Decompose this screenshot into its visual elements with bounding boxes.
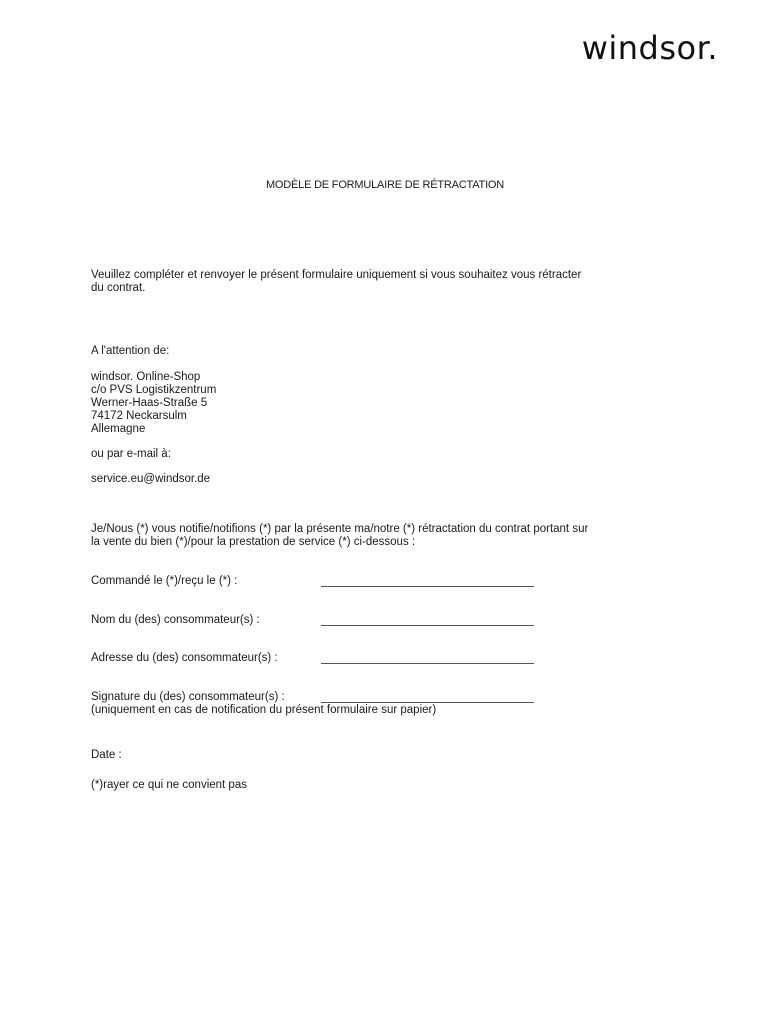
order-date-field [91, 575, 551, 588]
notice-line-1: Je/Nous (*) vous notifie/notifions (*) par la présente ma/notre (*) rétractation du contrat portant sur [91, 523, 589, 535]
signature-blank-line [321, 702, 534, 703]
footnote: (*)rayer ce qui ne convient pas [91, 779, 247, 791]
recipient-address [91, 371, 691, 436]
order-date-blank-line [321, 586, 534, 587]
email-label: ou par e-mail à: [91, 448, 171, 460]
notice-line-2: la vente du bien (*)/pour la prestation de service (*) ci-dessous : [91, 536, 416, 548]
contact-email: service.eu@windsor.de [91, 473, 211, 485]
signature-label: Signature du (des) consommateur(s) : [91, 691, 285, 703]
consumer-address-field [91, 652, 551, 665]
consumer-address-label: Adresse du (des) consommateur(s) : [91, 652, 278, 664]
attention-label: A l'attention de: [91, 345, 170, 357]
address-line: Allemagne [91, 423, 146, 435]
consumer-name-field [91, 614, 551, 627]
intro-line-1: Veuillez compléter et renvoyer le présent formulaire uniquement si vous souhaitez vous rétracter [91, 269, 582, 281]
signature-note: (uniquement en cas de notification du présent formulaire sur papier) [91, 704, 437, 716]
consumer-name-blank-line [321, 625, 534, 626]
address-line: windsor. Online-Shop [91, 371, 201, 383]
date-label: Date : [91, 749, 122, 761]
consumer-address-blank-line [321, 663, 534, 664]
consumer-name-label: Nom du (des) consommateur(s) : [91, 614, 260, 626]
order-date-label: Commandé le (*)/reçu le (*) : [91, 575, 238, 587]
address-line: c/o PVS Logistikzentrum [91, 384, 217, 396]
windsor-logo: windsor. [581, 29, 718, 67]
address-line: Werner-Haas-Straße 5 [91, 397, 208, 409]
withdrawal-notice [91, 523, 701, 549]
intro-line-2: du contrat. [91, 282, 146, 294]
document-title: MODÈLE DE FORMULAIRE DE RÉTRACTATION [265, 179, 505, 191]
address-line: 74172 Neckarsulm [91, 410, 187, 422]
signature-field [91, 691, 551, 704]
intro-text [91, 269, 691, 295]
